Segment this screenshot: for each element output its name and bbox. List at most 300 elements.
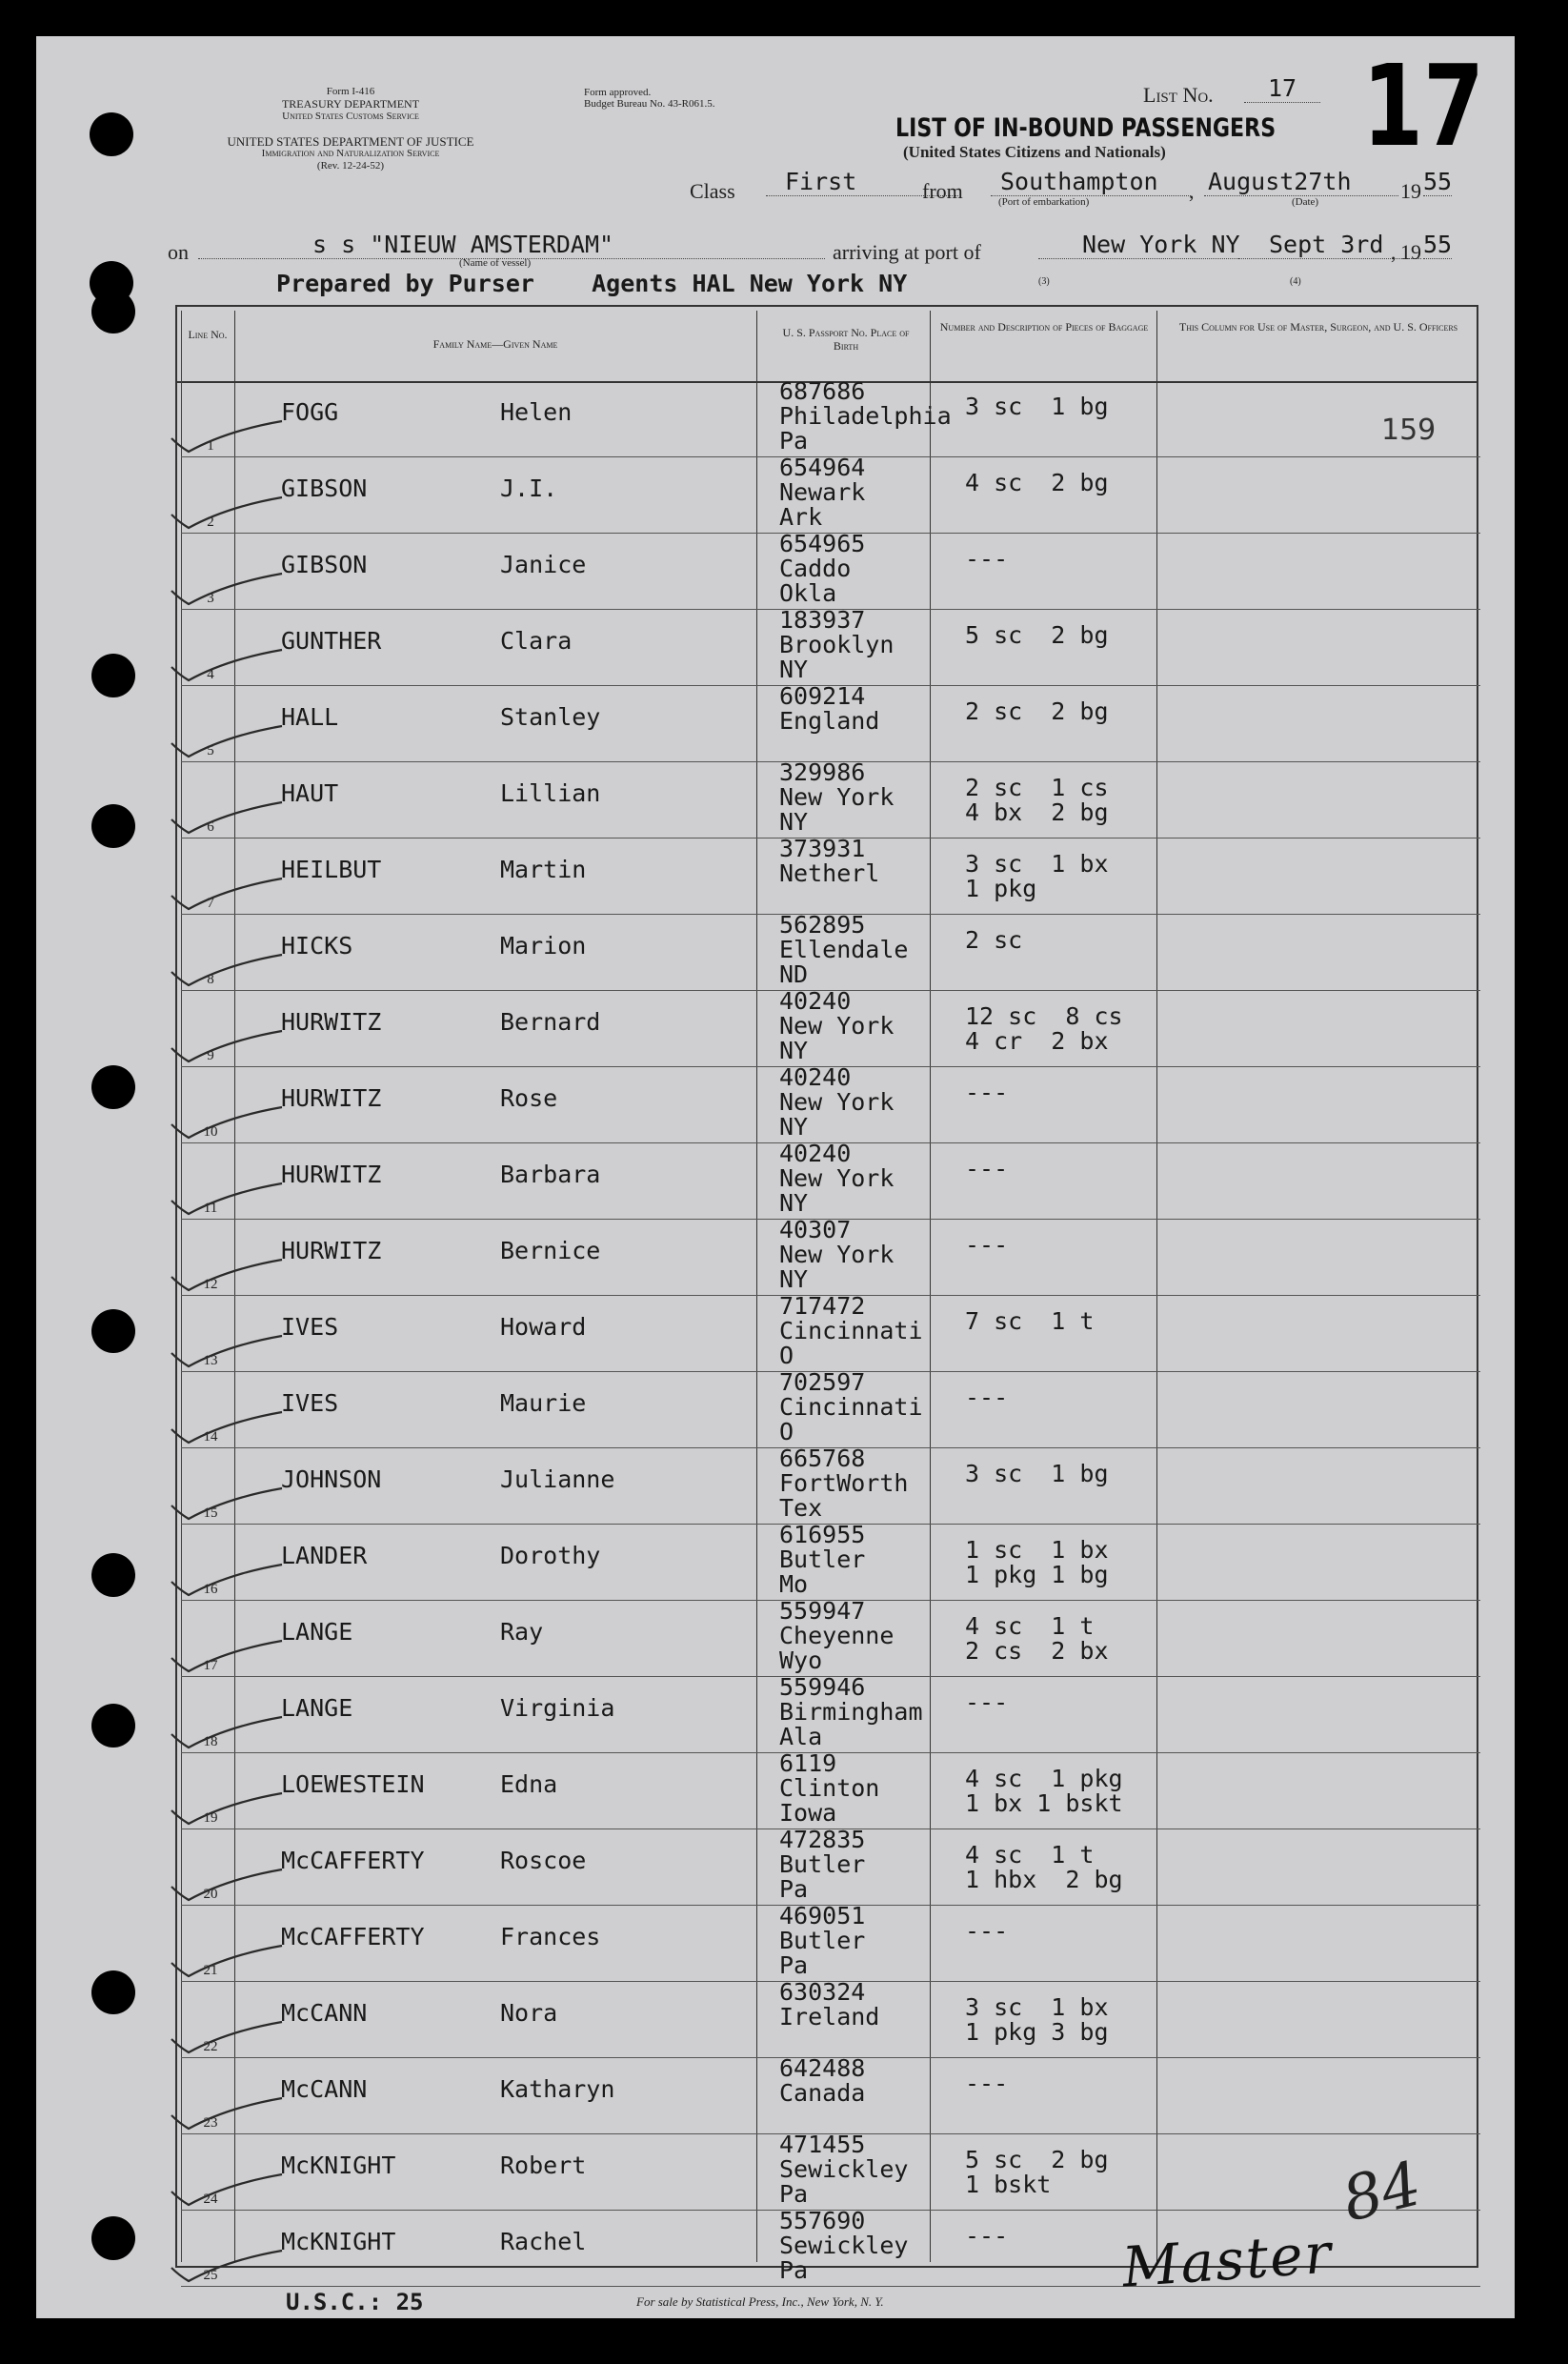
- family-name: LOEWESTEIN: [281, 1770, 425, 1798]
- col-officers: This Column for Use of Master, Surgeon, and U. S. Officers: [1178, 320, 1458, 333]
- revision: (Rev. 12-24-52): [316, 160, 385, 172]
- baggage-line1: ---: [965, 1384, 1009, 1411]
- check-mark-icon: [170, 1180, 284, 1218]
- vessel-caption: (Name of vessel): [459, 257, 532, 269]
- line-number: 19: [203, 1810, 218, 1826]
- ins-service: Immigration and Naturalization Service: [261, 148, 440, 159]
- check-mark-icon: [170, 2247, 284, 2285]
- birthplace-line2: Pa: [779, 1875, 809, 1903]
- table-row: [36, 530, 1515, 610]
- passport-birthplace: [779, 1904, 865, 1978]
- passport-birthplace: [779, 1523, 865, 1597]
- given-name: J.I.: [500, 475, 558, 502]
- line-number: 13: [203, 1353, 218, 1368]
- birthplace-line1: Butler: [779, 1546, 866, 1573]
- baggage: [965, 852, 1109, 901]
- baggage: [965, 1538, 1109, 1587]
- passport-birthplace: [779, 1065, 894, 1140]
- passport-number: 665768: [779, 1445, 866, 1472]
- printer-note: For sale by Statistical Press, Inc., New York, N. Y.: [636, 2294, 884, 2309]
- table-row: [36, 606, 1515, 686]
- baggage: [965, 394, 1109, 419]
- given-name: Roscoe: [500, 1847, 587, 1874]
- baggage-line1: 4 sc 1 t: [965, 1612, 1095, 1640]
- line-number: 17: [203, 1658, 218, 1673]
- passport-birthplace: [779, 760, 894, 835]
- given-name: Rachel: [500, 2228, 587, 2255]
- line-number: 7: [207, 896, 214, 911]
- birthplace-line2: Iowa: [779, 1799, 837, 1827]
- passport-number: 40240: [779, 987, 852, 1015]
- check-mark-icon: [170, 1485, 284, 1523]
- passport-number: 40240: [779, 1140, 852, 1167]
- line-number: 12: [203, 1277, 218, 1292]
- passport-birthplace: [779, 1218, 894, 1292]
- given-name: Helen: [500, 398, 573, 426]
- baggage: [965, 1919, 1008, 1944]
- birthplace-line2: NY: [779, 1265, 809, 1293]
- given-name: Frances: [500, 1923, 601, 1950]
- form-number: Form I-416: [326, 86, 375, 97]
- check-mark-icon: [170, 417, 284, 455]
- birthplace-line1: New York: [779, 783, 895, 811]
- family-name: HAUT: [281, 779, 339, 807]
- line-number: 4: [207, 667, 214, 682]
- birthplace-line2: O: [779, 1418, 794, 1445]
- note-4: (4): [1290, 276, 1301, 287]
- given-name: Julianne: [500, 1465, 615, 1493]
- family-name: LANGE: [281, 1694, 353, 1722]
- birthplace-line1: Canada: [779, 2079, 866, 2107]
- table-row: [36, 682, 1515, 762]
- prepared-by: Prepared by Purser Agents HAL New York NY: [276, 270, 908, 297]
- master-signature: Master: [1119, 2220, 1336, 2300]
- baggage: [965, 2224, 1008, 2249]
- form-approved: Form approved.: [584, 87, 652, 98]
- arriving-label: arriving at port of: [833, 240, 981, 264]
- birthplace-line1: Sewickley: [779, 2155, 909, 2183]
- birthplace-line1: Ellendale: [779, 936, 909, 963]
- passport-number: 183937: [779, 606, 866, 634]
- treasury-dept: TREASURY DEPARTMENT: [281, 97, 420, 111]
- check-mark-icon: [170, 570, 284, 608]
- birthplace-line1: Cincinnati: [779, 1393, 923, 1421]
- baggage-line1: 2 sc: [965, 926, 1023, 954]
- col-line-no: Line No.: [188, 328, 228, 341]
- arrival-year: 55: [1423, 231, 1453, 258]
- baggage: [965, 2148, 1109, 2197]
- baggage-line2: 1 bx 1 bskt: [965, 1789, 1123, 1817]
- birthplace-line2: NY: [779, 1037, 809, 1064]
- baggage: [965, 928, 1022, 953]
- line-number: 22: [203, 2039, 218, 2054]
- passport-birthplace: [779, 608, 894, 682]
- birthplace-line2: NY: [779, 808, 809, 836]
- table-row: [36, 1749, 1515, 1829]
- baggage: [965, 1614, 1109, 1664]
- birthplace-line1: Butler: [779, 1927, 866, 1954]
- passport-number: 559947: [779, 1597, 866, 1625]
- class-value: First: [766, 168, 958, 196]
- baggage: [965, 1385, 1008, 1410]
- passport-number: 642488: [779, 2054, 866, 2082]
- family-name: McCAFFERTY: [281, 1847, 425, 1874]
- check-mark-icon: [170, 2171, 284, 2209]
- passport-birthplace: [779, 989, 894, 1063]
- baggage-line1: ---: [965, 2070, 1009, 2097]
- passport-number: 717472: [779, 1292, 866, 1320]
- table-row: [36, 1673, 1515, 1753]
- passport-birthplace: [779, 532, 865, 606]
- table-row: [36, 1216, 1515, 1296]
- given-name: Nora: [500, 1999, 558, 2027]
- port-embark-caption: (Port of embarkation): [998, 196, 1090, 208]
- check-mark-icon: [170, 798, 284, 837]
- passport-birthplace: [779, 837, 879, 886]
- form-subtitle: (United States Citizens and Nationals): [903, 143, 1166, 161]
- line-number: 8: [207, 972, 214, 987]
- passport-number: 702597: [779, 1368, 866, 1396]
- birthplace-line2: NY: [779, 656, 809, 683]
- birthplace-line2: ND: [779, 960, 809, 988]
- table-row: [36, 1368, 1515, 1448]
- stamped-list-number: 17: [1362, 40, 1485, 172]
- line-number: 11: [203, 1201, 218, 1216]
- birthplace-line1: Netherl: [779, 859, 880, 887]
- family-name: McKNIGHT: [281, 2152, 396, 2179]
- baggage-line1: 12 sc 8 cs: [965, 1002, 1123, 1030]
- family-name: FOGG: [281, 398, 339, 426]
- baggage-line2: 2 cs 2 bx: [965, 1637, 1109, 1665]
- baggage-line1: 2 sc 1 cs: [965, 774, 1109, 801]
- passport-number: 557690: [779, 2207, 866, 2234]
- check-mark-icon: [170, 875, 284, 913]
- given-name: Robert: [500, 2152, 587, 2179]
- note-3: (3): [1038, 276, 1050, 287]
- passport-number: 373931: [779, 835, 866, 862]
- passport-birthplace: [779, 2132, 908, 2207]
- baggage: [965, 2071, 1008, 2096]
- baggage-line1: 4 sc 1 t: [965, 1841, 1095, 1869]
- family-name: HURWITZ: [281, 1008, 382, 1036]
- birthplace-line1: New York: [779, 1241, 895, 1268]
- passport-number: 616955: [779, 1521, 866, 1548]
- birthplace-line1: FortWorth: [779, 1469, 909, 1497]
- passport-number: 562895: [779, 911, 866, 939]
- baggage-line1: ---: [965, 1155, 1009, 1182]
- line-number: 1: [207, 438, 214, 454]
- baggage-line1: ---: [965, 1688, 1009, 1716]
- table-row: [36, 987, 1515, 1067]
- year-prefix: 19: [1400, 179, 1421, 203]
- baggage-line1: ---: [965, 1079, 1009, 1106]
- passport-number: 609214: [779, 682, 866, 710]
- baggage: [965, 1995, 1109, 2045]
- baggage-line2: 4 bx 2 bg: [965, 798, 1109, 826]
- passport-birthplace: [779, 1751, 879, 1826]
- baggage-line2: 1 pkg 1 bg: [965, 1561, 1109, 1588]
- arrival-year-prefix: 19: [1400, 240, 1421, 264]
- given-name: Bernard: [500, 1008, 601, 1036]
- baggage-line1: 4 sc 2 bg: [965, 469, 1109, 496]
- line-number: 14: [203, 1429, 218, 1445]
- check-mark-icon: [170, 1866, 284, 1904]
- passport-birthplace: [779, 1370, 923, 1445]
- birthplace-line1: Cheyenne: [779, 1622, 895, 1649]
- family-name: GIBSON: [281, 475, 368, 502]
- family-name: LANDER: [281, 1542, 368, 1569]
- justice-dept: UNITED STATES DEPARTMENT OF JUSTICE: [227, 134, 474, 149]
- baggage-line1: 4 sc 1 pkg: [965, 1765, 1123, 1792]
- passport-number: 6119: [779, 1749, 837, 1777]
- baggage-line1: 5 sc 2 bg: [965, 2146, 1109, 2173]
- baggage: [965, 1233, 1008, 1258]
- baggage: [965, 471, 1109, 495]
- birthplace-line1: England: [779, 707, 880, 735]
- family-name: McCANN: [281, 1999, 368, 2027]
- check-mark-icon: [170, 2018, 284, 2056]
- on-label: on: [168, 240, 189, 264]
- baggage: [965, 1157, 1008, 1182]
- baggage-line1: ---: [965, 1917, 1009, 1945]
- given-name: Rose: [500, 1084, 558, 1112]
- baggage: [965, 1690, 1008, 1715]
- line-number: 23: [203, 2115, 218, 2131]
- given-name: Janice: [500, 551, 587, 578]
- baggage-line1: 2 sc 2 bg: [965, 697, 1109, 725]
- passport-number: 687686: [779, 377, 866, 405]
- punch-hole: [91, 290, 135, 333]
- vessel-name: s s "NIEUW AMSTERDAM": [198, 231, 825, 259]
- check-mark-icon: [170, 1332, 284, 1370]
- family-name: IVES: [281, 1389, 339, 1417]
- check-mark-icon: [170, 1713, 284, 1751]
- check-mark-icon: [170, 722, 284, 760]
- baggage-line1: 1 sc 1 bx: [965, 1536, 1109, 1564]
- line-number: 20: [203, 1887, 218, 1902]
- birthplace-line1: Brooklyn: [779, 631, 895, 658]
- birthplace-line2: Pa: [779, 2180, 809, 2208]
- table-row: [36, 1826, 1515, 1906]
- birthplace-line1: New York: [779, 1012, 895, 1040]
- baggage-line2: 1 hbx 2 bg: [965, 1866, 1123, 1893]
- table-row: [36, 1445, 1515, 1525]
- baggage-line1: 7 sc 1 t: [965, 1307, 1095, 1335]
- given-name: Bernice: [500, 1237, 601, 1264]
- table-row: [36, 1902, 1515, 1982]
- line-number: 24: [203, 2192, 218, 2207]
- passport-number: 472835: [779, 1826, 866, 1853]
- passport-number: 40307: [779, 1216, 852, 1243]
- birthplace-line1: Philadelphia: [779, 402, 952, 430]
- passport-birthplace: [779, 1675, 923, 1749]
- check-mark-icon: [170, 1637, 284, 1675]
- family-name: HURWITZ: [281, 1237, 382, 1264]
- birthplace-line2: O: [779, 1342, 794, 1369]
- baggage-line2: 1 bskt: [965, 2171, 1052, 2198]
- list-no-value: 17: [1244, 74, 1320, 103]
- birthplace-line1: Newark: [779, 478, 866, 506]
- baggage: [965, 1309, 1094, 1334]
- check-mark-icon: [170, 1103, 284, 1142]
- family-name: HURWITZ: [281, 1161, 382, 1188]
- check-mark-icon: [170, 951, 284, 989]
- birthplace-line1: Ireland: [779, 2003, 880, 2031]
- line-number: 15: [203, 1505, 218, 1521]
- family-name: HALL: [281, 703, 339, 731]
- baggage: [965, 776, 1109, 825]
- baggage: [965, 547, 1008, 572]
- passport-number: 40240: [779, 1063, 852, 1091]
- officer-note: 159: [1381, 414, 1437, 447]
- table-row: [36, 1597, 1515, 1677]
- baggage: [965, 1843, 1123, 1892]
- passport-number: 654964: [779, 454, 866, 481]
- birthplace-line2: Ark: [779, 503, 823, 531]
- baggage: [965, 623, 1109, 648]
- check-mark-icon: [170, 1408, 284, 1446]
- baggage-line1: 3 sc 1 bx: [965, 1993, 1109, 2021]
- line-number: 2: [207, 515, 214, 530]
- col-passport: U. S. Passport No. Place of Birth: [782, 326, 910, 353]
- line-number: 25: [203, 2268, 218, 2283]
- family-name: HICKS: [281, 932, 353, 960]
- arrival-date: Sept 3rd: [1238, 231, 1421, 259]
- given-name: Lillian: [500, 779, 601, 807]
- family-name: McKNIGHT: [281, 2228, 396, 2255]
- check-mark-icon: [170, 1942, 284, 1980]
- line-number: 10: [203, 1124, 218, 1140]
- table-row: [36, 1978, 1515, 2058]
- list-no-label: List No.: [1143, 83, 1214, 107]
- birthplace-line2: Okla: [779, 579, 837, 607]
- birthplace-line1: New York: [779, 1088, 895, 1116]
- baggage: [965, 1081, 1008, 1105]
- baggage-line2: 4 cr 2 bx: [965, 1027, 1109, 1055]
- baggage: [965, 1462, 1109, 1486]
- col-baggage: Number and Description of Pieces of Baggage: [939, 320, 1149, 333]
- given-name: Martin: [500, 856, 587, 883]
- baggage-line2: 1 pkg: [965, 875, 1037, 902]
- line-number: 21: [203, 1963, 218, 1978]
- birthplace-line1: Clinton: [779, 1774, 880, 1802]
- passport-birthplace: [779, 379, 952, 454]
- line-number: 9: [207, 1048, 214, 1063]
- table-row: [36, 911, 1515, 991]
- baggage: [965, 699, 1109, 724]
- passport-birthplace: [779, 913, 908, 987]
- passport-birthplace: [779, 455, 865, 530]
- line-number: 5: [207, 743, 214, 758]
- birthplace-line2: Pa: [779, 1951, 809, 1979]
- table-row: [36, 377, 1515, 457]
- family-name: GUNTHER: [281, 627, 382, 655]
- departure-year: 55: [1423, 168, 1453, 195]
- baggage-line1: ---: [965, 1231, 1009, 1259]
- table-row: [36, 1521, 1515, 1601]
- given-name: Edna: [500, 1770, 558, 1798]
- passport-birthplace: [779, 2056, 865, 2106]
- passport-number: 469051: [779, 1902, 866, 1930]
- birthplace-line2: Tex: [779, 1494, 823, 1522]
- passport-number: 630324: [779, 1978, 866, 2006]
- birthplace-line2: Mo: [779, 1570, 809, 1598]
- line-number: 3: [207, 591, 214, 606]
- check-mark-icon: [170, 1789, 284, 1828]
- line-number: 18: [203, 1734, 218, 1749]
- birthplace-line1: Cincinnati: [779, 1317, 923, 1344]
- date-caption: (Date): [1292, 196, 1319, 208]
- check-mark-icon: [170, 2094, 284, 2132]
- passport-birthplace: [779, 684, 879, 734]
- birthplace-line1: Caddo: [779, 555, 852, 582]
- passport-number: 471455: [779, 2131, 866, 2158]
- customs-service: United States Customs Service: [282, 111, 419, 122]
- usc-count: U.S.C.: 25: [286, 2289, 424, 2315]
- family-name: GIBSON: [281, 551, 368, 578]
- given-name: Howard: [500, 1313, 587, 1341]
- check-mark-icon: [170, 494, 284, 532]
- baggage: [965, 1767, 1123, 1816]
- baggage-line1: 5 sc 2 bg: [965, 621, 1109, 649]
- check-mark-icon: [170, 646, 284, 684]
- check-mark-icon: [170, 1561, 284, 1599]
- table-row: [36, 2131, 1515, 2211]
- given-name: Virginia: [500, 1694, 615, 1722]
- table-row: [36, 2054, 1515, 2134]
- birthplace-line2: Wyo: [779, 1647, 823, 1674]
- from-label: from: [922, 179, 963, 203]
- passport-number: 654965: [779, 530, 866, 557]
- family-name: JOHNSON: [281, 1465, 382, 1493]
- given-name: Stanley: [500, 703, 601, 731]
- birthplace-line1: Butler: [779, 1850, 866, 1878]
- check-mark-icon: [170, 1027, 284, 1065]
- family-name: IVES: [281, 1313, 339, 1341]
- birthplace-line2: Ala: [779, 1723, 823, 1750]
- baggage-line1: 3 sc 1 bg: [965, 393, 1109, 420]
- birthplace-line2: Pa: [779, 427, 809, 455]
- class-label: Class: [690, 179, 735, 203]
- table-row: [36, 758, 1515, 839]
- table-row: [36, 1063, 1515, 1143]
- baggage-line2: 1 pkg 3 bg: [965, 2018, 1109, 2046]
- passport-birthplace: [779, 1980, 879, 2030]
- birthplace-line1: New York: [779, 1164, 895, 1192]
- line-number: 6: [207, 819, 214, 835]
- birthplace-line2: Pa: [779, 2256, 809, 2284]
- baggage-line1: ---: [965, 2222, 1009, 2250]
- punch-hole: [90, 112, 133, 156]
- given-name: Katharyn: [500, 2075, 615, 2103]
- passport-birthplace: [779, 1294, 923, 1368]
- baggage: [965, 1004, 1123, 1054]
- handwritten-initials: 84: [1336, 2149, 1429, 2236]
- given-name: Clara: [500, 627, 573, 655]
- given-name: Ray: [500, 1618, 544, 1646]
- given-name: Dorothy: [500, 1542, 601, 1569]
- line-number: 16: [203, 1582, 218, 1597]
- family-name: LANGE: [281, 1618, 353, 1646]
- family-name: HURWITZ: [281, 1084, 382, 1112]
- baggage-line1: ---: [965, 545, 1009, 573]
- departure-date: August27th: [1204, 168, 1398, 196]
- passport-birthplace: [779, 1142, 894, 1216]
- birthplace-line1: Birmingham: [779, 1698, 923, 1726]
- arrival-port: New York NY: [1038, 231, 1273, 259]
- passport-number: 329986: [779, 758, 866, 786]
- birthplace-line2: NY: [779, 1113, 809, 1141]
